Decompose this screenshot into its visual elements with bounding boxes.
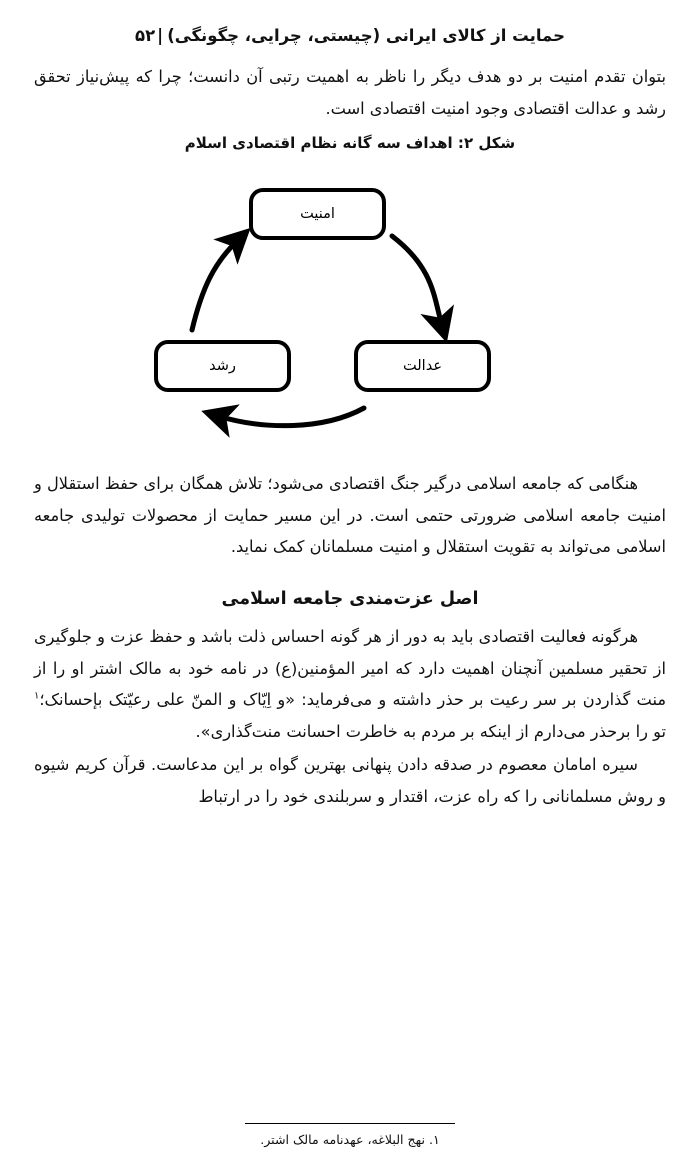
header-separator: | bbox=[157, 26, 164, 45]
paragraph-3-part2: تو را برحذر می‌دارم از اینکه بر مردم به خاطرت احسانت منت‌گذاری». bbox=[195, 721, 666, 741]
diagram-node-justice-label: عدالت bbox=[403, 358, 442, 375]
page-header bbox=[34, 26, 666, 45]
paragraph-2: هنگامی که جامعه اسلامی درگیر جنگ اقتصادی می‌شود؛ تلاش همگان برای حفظ استقلال و امنیت جامعه اسلامی ضرورتی حتمی است. در این مسیر حمایت از محصولات تولیدی جامعه اسلامی می‌تواند به تقویت استقلال و امنیت مسلمانان کمک نماید. bbox=[34, 474, 666, 557]
paragraph-1: بتوان تقدم امنیت بر دو هدف دیگر را ناظر به اهمیت رتبی آن دانست؛ چرا که پیش‌نیاز تحقق رشد و عدالت اقتصادی وجود امنیت اقتصادی است. bbox=[34, 67, 666, 118]
footnote-marker: ۱ bbox=[34, 690, 40, 702]
figure-diagram bbox=[34, 158, 666, 458]
page-number: ۵۲ bbox=[135, 26, 156, 45]
diagram-node-growth-label: رشد bbox=[209, 358, 236, 375]
figure-caption: شکل ۲: اهداف سه گانه نظام اقتصادی اسلام bbox=[184, 134, 516, 153]
diagram-node-security bbox=[249, 188, 386, 240]
section-heading: اصل عزت‌مندی جامعه اسلامی bbox=[221, 588, 479, 609]
diagram-node-justice bbox=[354, 340, 491, 392]
paragraph-3-part1: هرگونه فعالیت اقتصادی باید به دور از هر گونه احساس ذلت باشد و حفظ عزت و جلوگیری از تحقیر مسلمین آنچنان اهمیت دارد که امیر المؤمنین(ع) در نامه خود به مالک اشتر او را از منت گذاردن بر سر رعیت بر حذر داشته و می‌فرماید: «و اِیّاک و المنّ علی رعیّتک بإحسانک؛ bbox=[34, 626, 666, 710]
header-title: حمایت از کالای ایرانی (چیستی، چرایی، چگونگی) bbox=[167, 26, 565, 45]
paragraph-4: سیره امامان معصوم در صدقه دادن پنهانی بهترین گواه بر این مدعاست. قرآن کریم شیوه و روش مسلمانانی را که راه عزت، اقتدار و سربلندی خود را در ارتباط bbox=[34, 755, 666, 806]
footnote-divider bbox=[245, 1123, 455, 1124]
paragraph-3 bbox=[34, 621, 666, 747]
footnote-area bbox=[34, 1123, 666, 1147]
diagram-node-growth bbox=[154, 340, 291, 392]
diagram-node-security-label: امنیت bbox=[300, 206, 335, 223]
footnote-text: ۱. نهج البلاغه، عهدنامه مالک اشتر. bbox=[260, 1132, 440, 1147]
